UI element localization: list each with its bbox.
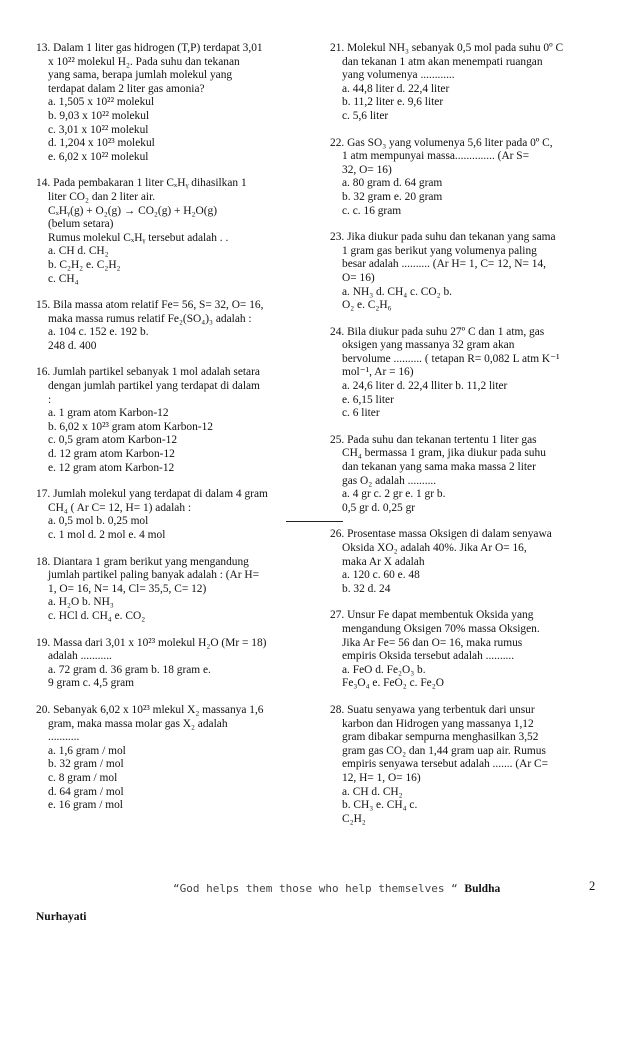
question-line: b. 32 gram e. 20 gram	[342, 190, 443, 203]
question-line: yang sama, berapa jumlah molekul yang	[48, 69, 233, 82]
blank-line-rule	[286, 521, 343, 522]
question-line: dan tekanan yang sama maka massa 2 liter	[342, 461, 536, 474]
question-line: a. H₂O b. NH₃	[48, 596, 114, 609]
question-stem: 15. Bila massa atom relatif Fe= 56, S= 32, O= 16,	[36, 299, 264, 312]
question-line: empiris senyawa tersebut adalah ....... (Ar C=	[342, 758, 549, 771]
question-line: d. 1,204 x 10²³ molekul	[48, 137, 155, 150]
question-line: x 10²² molekul H₂. Pada suhu dan tekanan	[48, 55, 240, 68]
question-line: Rumus molekul CₓHᵧ tersebut adalah . .	[48, 231, 229, 244]
question-stem: 21. Molekul NH₃ sebanyak 0,5 mol pada suhu 0º C	[330, 42, 564, 54]
question-q25	[330, 434, 602, 516]
question-line: terdapat dalam 2 liter gas amonia?	[48, 82, 205, 95]
question-line: c. 8 gram / mol	[48, 771, 118, 784]
question-line: maka Ar X adalah	[342, 555, 425, 568]
question-line: d. 64 gram / mol	[48, 785, 124, 798]
question-q14	[36, 177, 298, 286]
question-stem: 13. Dalam 1 liter gas hidrogen (T,P) terdapat 3,01	[36, 42, 263, 54]
question-line: ...........	[48, 731, 80, 744]
question-line: 12, H= 1, O= 16)	[342, 771, 421, 784]
question-line: jumlah partikel paling banyak adalah : (Ar H=	[48, 569, 260, 582]
question-line: e. 16 gram / mol	[48, 799, 123, 812]
question-line: liter CO₂ dan 2 liter air.	[48, 190, 156, 203]
question-line: Fe₃O₄ e. FeO₂ c. Fe₂O	[342, 677, 444, 690]
question-line: C₂H₂	[342, 812, 366, 825]
question-line: c. 5,6 liter	[342, 109, 389, 122]
question-line: e. 6,02 x 10²² molekul	[48, 150, 149, 163]
question-line: 0,5 gr d. 0,25 gr	[342, 501, 416, 514]
question-line: a. CH d. CH₂	[48, 245, 109, 258]
question-line: mengandung Oksigen 70% massa Oksigen.	[342, 622, 540, 635]
question-line: c. c. 16 gram	[342, 204, 402, 217]
question-line: gram dibakar sempurna menghasilkan 3,52	[342, 731, 539, 744]
question-line: a. 104 c. 152 e. 192 b.	[48, 326, 149, 339]
right-column	[330, 42, 602, 839]
question-line: gas O₂ adalah ..........	[342, 474, 437, 487]
footer-quote	[173, 882, 500, 897]
question-stem: 28. Suatu senyawa yang terbentuk dari unsur	[330, 703, 535, 716]
question-line: yang volumenya ............	[342, 69, 455, 82]
question-line: maka massa rumus relatif Fe₂(SO₄)₃ adalah :	[48, 312, 252, 325]
question-line: c. 6 liter	[342, 407, 380, 420]
question-line: a. NH₃ d. CH₄ c. CO₂ b.	[342, 285, 452, 298]
question-line: a. 72 gram d. 36 gram b. 18 gram e.	[48, 663, 211, 676]
question-stem: 17. Jumlah molekul yang terdapat di dalam 4 gram	[36, 488, 268, 501]
question-line: a. 1,505 x 10²² molekul	[48, 96, 155, 109]
question-line: oksigen yang massanya 32 gram akan	[342, 339, 515, 352]
question-q20	[36, 704, 298, 813]
question-stem: 22. Gas SO₃ yang volumenya 5,6 liter pada 0º C,	[330, 136, 553, 149]
question-line: 1, O= 16, N= 14, Cl= 35,5, C= 12)	[48, 582, 207, 595]
question-line: 1 atm mempunyai massa.............. (Ar S=	[342, 150, 530, 163]
question-stem: 19. Massa dari 3,01 x 10²³ molekul H₂O (Mr = 18)	[36, 636, 267, 649]
question-line: karbon dan Hidrogen yang massanya 1,12	[342, 717, 534, 730]
question-line: b. 9,03 x 10²² molekul	[48, 109, 150, 122]
question-q21	[330, 42, 602, 124]
question-line: :	[48, 393, 52, 406]
question-line: e. 6,15 liter	[342, 393, 394, 406]
question-line: CH₄ ( Ar C= 12, H= 1) adalah :	[48, 501, 192, 514]
question-q15	[36, 299, 298, 353]
question-line: dengan jumlah partikel yang terdapat di dalam	[48, 380, 260, 393]
question-line: CH₄ bermassa 1 gram, jika diukur pada suhu	[342, 447, 546, 460]
question-line: adalah ...........	[48, 650, 112, 663]
question-line: a. 120 c. 60 e. 48	[342, 569, 420, 582]
question-line: O= 16)	[342, 271, 375, 284]
question-line: gram gas CO₂ dan 1,44 gram uap air. Rumus	[342, 744, 546, 757]
question-line: O₂ e. C₂H₆	[342, 299, 392, 312]
question-stem: 18. Diantara 1 gram berikut yang mengandung	[36, 555, 249, 568]
question-line: Jika Ar Fe= 56 dan O= 16, maka rumus	[342, 636, 523, 649]
question-line: a. 44,8 liter d. 22,4 liter	[342, 82, 450, 95]
quote-text: “God helps them those who help themselves “	[173, 882, 458, 895]
question-line: mol⁻¹, Ar = 16)	[342, 366, 414, 379]
question-q27	[330, 609, 602, 691]
question-line: a. 24,6 liter d. 22,4 lliter b. 11,2 liter	[342, 380, 508, 393]
question-line: c. 3,01 x 10²² molekul	[48, 123, 149, 136]
question-line: bervolume .......... ( tetapan R= 0,082 L atm K⁻¹	[342, 352, 560, 365]
question-line: c. 1 mol d. 2 mol e. 4 mol	[48, 529, 166, 541]
question-q26	[330, 528, 602, 596]
question-line: besar adalah .......... (Ar H= 1, C= 12, N= 14,	[342, 258, 547, 271]
question-stem: 26. Prosentase massa Oksigen di dalam senyawa	[330, 528, 552, 541]
page-number: 2	[589, 879, 596, 893]
question-line: e. 12 gram atom Karbon-12	[48, 461, 175, 474]
question-line: 1 gram gas berikut yang volumenya paling	[342, 244, 537, 257]
question-line: a. FeO d. Fe₂O₃ b.	[342, 663, 426, 676]
question-stem: 14. Pada pembakaran 1 liter CₓHᵧ dihasilkan 1	[36, 177, 247, 190]
question-line: empiris Oksida tersebut adalah ..........	[342, 650, 515, 663]
question-line: gram, maka massa molar gas X₂ adalah	[48, 717, 228, 730]
question-line: c. HCl d. CH₄ e. CO₂	[48, 609, 146, 622]
question-line: b. C₂H₂ e. C₂H₂	[48, 258, 121, 271]
question-line: d. 12 gram atom Karbon-12	[48, 448, 175, 461]
question-line: 32, O= 16)	[342, 163, 392, 176]
question-stem: 24. Bila diukur pada suhu 27º C dan 1 atm, gas	[330, 325, 545, 338]
question-stem: 20. Sebanyak 6,02 x 10²³ mlekul X₂ massanya 1,6	[36, 703, 264, 716]
question-stem: 23. Jika diukur pada suhu dan tekanan yang sama	[330, 231, 556, 244]
question-line: a. 80 gram d. 64 gram	[342, 177, 443, 190]
question-line: b. 32 gram / mol	[48, 758, 124, 771]
question-q18	[36, 556, 298, 624]
question-line: a. 4 gr c. 2 gr e. 1 gr b.	[342, 488, 446, 501]
question-line: a. 1,6 gram / mol	[48, 744, 126, 757]
question-line: dan tekanan 1 atm akan menempati ruangan	[342, 55, 543, 68]
question-line: (belum setara)	[48, 218, 114, 231]
question-line: b. CH₃ e. CH₄ c.	[342, 799, 418, 812]
question-q17	[36, 488, 298, 542]
question-line: c. CH₄	[48, 272, 79, 285]
question-line: Oksida XO₂ adalah 40%. Jika Ar O= 16,	[342, 542, 527, 554]
question-line: b. 11,2 liter e. 9,6 liter	[342, 96, 444, 109]
author-last-name: Nurhayati	[36, 911, 87, 923]
question-line: a. CH d. CH₂	[342, 785, 403, 798]
question-stem: 25. Pada suhu dan tekanan tertentu 1 liter gas	[330, 433, 537, 446]
question-q16	[36, 366, 298, 475]
question-stem: 27. Unsur Fe dapat membentuk Oksida yang	[330, 609, 534, 622]
question-q13	[36, 42, 298, 164]
question-line: a. 0,5 mol b. 0,25 mol	[48, 515, 149, 528]
question-q28	[330, 704, 602, 826]
question-line: 9 gram c. 4,5 gram	[48, 677, 135, 690]
question-line: CₓHᵧ(g) + O₂(g) → CO₂(g) + H₂O(g)	[48, 204, 218, 217]
question-line: a. 1 gram atom Karbon-12	[48, 407, 169, 420]
question-line: b. 6,02 x 10²³ gram atom Karbon-12	[48, 420, 214, 433]
question-q24	[330, 326, 602, 421]
question-stem: 16. Jumlah partikel sebanyak 1 mol adalah setara	[36, 366, 260, 379]
question-line: 248 d. 400	[48, 339, 97, 352]
question-line: c. 0,5 gram atom Karbon-12	[48, 434, 178, 447]
question-q19	[36, 637, 298, 691]
left-column	[36, 42, 298, 826]
question-line: b. 32 d. 24	[342, 582, 391, 595]
question-q22	[330, 137, 602, 219]
author-first-name: Buldha	[464, 883, 501, 895]
question-q23	[330, 231, 602, 313]
